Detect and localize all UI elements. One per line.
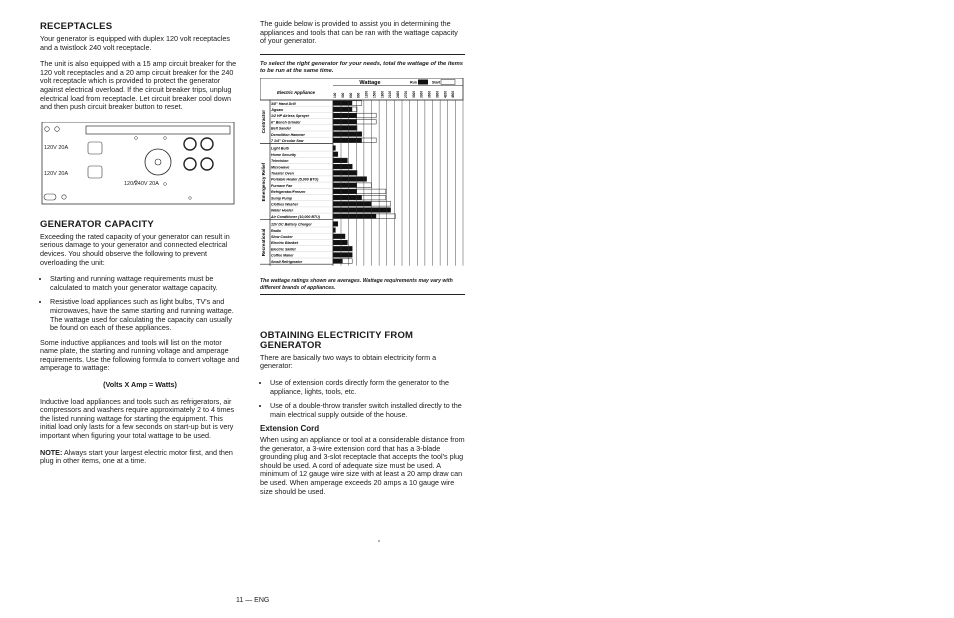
appliance-label: Sump Pump — [271, 196, 292, 201]
run-wattage-bar — [333, 252, 352, 257]
capacity-paragraph-2: Some inductive appliances and tools will list on the motor name plate, the starting and running voltage and amperage requirements. Use the following formula to convert voltage and amperage to wattage: — [40, 337, 240, 373]
group-label-2: Recreational — [261, 228, 266, 257]
run-wattage-bar — [333, 221, 338, 226]
receptacle-panel-drawing — [40, 122, 236, 208]
run-wattage-bar — [333, 125, 357, 130]
appliance-label: Electric Blanket — [271, 240, 298, 245]
xtick-label-4200: 4200 — [443, 90, 448, 98]
capacity-list — [40, 275, 240, 333]
run-wattage-bar — [333, 170, 357, 175]
chart-xlabel: Wattage — [359, 79, 381, 86]
chart-top-rule — [260, 54, 465, 55]
chart-bottom-rule — [260, 294, 465, 295]
appliance-label: Small Refrigerator — [271, 259, 303, 264]
receptacle-panel-diagram — [40, 122, 236, 208]
appliance-label: Toaster Oven — [271, 171, 294, 176]
appliance-label: 12V DC Battery Charger — [271, 222, 312, 227]
panel-label-240v: 120/240V 20A — [124, 180, 159, 187]
legend-start-label: Start — [432, 80, 441, 85]
wattage-chart — [260, 78, 465, 277]
group-label-0: Contractor — [261, 109, 266, 134]
obtaining-list — [260, 379, 465, 419]
appliance-label: Light Bulb — [271, 146, 289, 151]
left-column — [40, 22, 240, 474]
xtick-label-2400: 2400 — [396, 90, 400, 98]
panel-label-120v-top: 120V 20A — [44, 144, 69, 151]
appliance-label: 3/8" Hand Drill — [271, 101, 296, 106]
note-text: Always start your largest electric motor first, and then plug in other items, one at a time. — [40, 447, 233, 466]
panel-label-120v-bottom: 120V 20A — [44, 170, 69, 177]
obtaining-paragraph: There are basically two ways to obtain electricity form a generator: — [260, 352, 437, 371]
page-number: 11 — ENG — [236, 597, 270, 604]
legend-run-swatch — [418, 79, 428, 84]
receptacles-paragraph-2: The unit is also equipped with a 15 amp circuit breaker for the 120 volt receptacles and a 20 amp circuit breaker for the 240 volt receptacle which is provided to protect the generator against electrical overload. If the circuit breaker trips, unplug electrical load from receptacle. Let circuit breaker cool down and then push circuit breaker button to reset. — [40, 59, 237, 112]
receptacles-paragraph-1: Your generator is equipped with duplex 120 volt receptacles and a twistlock 240 volt receptacle. — [40, 34, 230, 52]
chart-instruction: To select the right generator for your needs, total the wattage of the items to be run at the same time. — [260, 60, 464, 74]
obtaining-bullet-2: • Use of a double-throw transfer switch installed directly to the main electrical supply outside of the house. — [270, 402, 465, 419]
appliance-label: Television — [271, 158, 289, 163]
note-paragraph — [40, 449, 240, 466]
xtick-label-3000: 3000 — [411, 90, 416, 98]
xtick-label-2700: 2700 — [403, 90, 408, 98]
xtick-label-1800: 1800 — [380, 90, 385, 98]
run-wattage-bar — [333, 234, 345, 239]
appliance-label: Refrigerator/Freezer — [271, 189, 306, 194]
legend-run-label: Run — [410, 80, 417, 85]
run-wattage-bar — [333, 101, 352, 106]
appliance-label: Home Security — [271, 152, 297, 157]
appliance-label: Demolition Hammer — [271, 132, 305, 137]
run-wattage-bar — [333, 132, 362, 137]
appliance-label: Furnace Fan — [271, 183, 293, 188]
appliance-label: 6" Bench Grinder — [271, 120, 301, 125]
right-column — [260, 20, 465, 504]
guide-intro: The guide below is provided to assist you in determining the appliances and tools that can be ran with the wattage capacity of your generator. — [260, 19, 458, 46]
appliance-label: 7 1/4" Circular Saw — [271, 138, 304, 143]
obtaining-bullet-1: • Use of extension cords directly form the generator to the appliance, lights, tools, etc. — [270, 379, 465, 396]
capacity-paragraph-1: Exceeding the rated capacity of your generator can result in serious damage to your generator and connected electrical devices. You should observe the following to prevent overloading the unit: — [40, 231, 230, 267]
run-wattage-bar — [333, 189, 357, 194]
run-wattage-bar — [333, 201, 371, 206]
xtick-label-3300: 3300 — [419, 90, 424, 98]
run-wattage-bar — [333, 195, 362, 200]
run-wattage-bar — [333, 228, 335, 233]
extension-cord-paragraph: When using an appliance or tool at a considerable distance from the generator, a 3-wire extension cord that has a 3-blade grounding plug and 3-slot receptacle that accepts the tool's plug should be used. A cord of adequate size must be used. A minimum of 12 gauge wire size with at least a 20 amp draw can be used. When amperage exceeds 20 amps a 10 gauge wire size should be used. — [260, 434, 465, 496]
group-label-1: Emergency Relief — [261, 162, 266, 202]
run-wattage-bar — [333, 176, 367, 181]
extension-cord-heading: Extension Cord — [260, 424, 320, 434]
run-wattage-bar — [333, 138, 362, 143]
chart-footnote: The wattage ratings shown are averages. Wattage requirements may vary with different brands of appliances. — [260, 278, 453, 291]
run-wattage-bar — [333, 246, 352, 251]
run-wattage-bar — [333, 214, 376, 219]
appliance-label: Clothes Washer — [271, 202, 299, 207]
appliance-label: Radio — [271, 228, 281, 233]
appliance-label: Microwave — [271, 165, 290, 170]
scan-speck — [378, 540, 380, 542]
obtaining-heading-line-2: GENERATOR — [260, 339, 322, 351]
appliance-label: Jigsaw — [271, 107, 283, 112]
xtick-label-1500: 1500 — [372, 90, 377, 98]
run-wattage-bar — [333, 107, 352, 112]
obtaining-heading-line-1: OBTAINING ELECTRICITY FROM — [260, 329, 414, 341]
run-wattage-bar — [333, 207, 391, 212]
receptacles-heading: RECEPTACLES — [40, 21, 113, 32]
appliance-label: Air Conditioner (10,000 BTU) — [271, 214, 320, 219]
appliance-label: Electric Skillet — [271, 247, 296, 252]
run-wattage-bar — [333, 183, 357, 188]
xtick-label-100: 100 — [333, 92, 337, 98]
xtick-label-2100: 2100 — [388, 90, 393, 98]
appliance-label: 1/2 HP Airless Sprayer — [271, 113, 310, 118]
capacity-bullet-1: • Starting and running wattage requirements must be calculated to match your generator wattage capacity. — [50, 275, 240, 292]
run-wattage-bar — [333, 158, 347, 163]
xtick-label-1200: 1200 — [364, 90, 369, 98]
capacity-heading: GENERATOR CAPACITY — [40, 218, 154, 230]
note-label: NOTE: — [40, 447, 63, 457]
appliance-label: Coffee Maker — [271, 253, 294, 258]
appliance-label: Portable Heater (5,000 BTU) — [271, 177, 319, 182]
run-wattage-bar — [333, 113, 357, 118]
run-wattage-bar — [333, 240, 347, 245]
run-wattage-bar — [333, 164, 352, 169]
xtick-label-4500: 4500 — [451, 90, 456, 98]
xtick-label-300: 300 — [340, 92, 345, 98]
run-wattage-bar — [333, 145, 335, 150]
wattage-chart-svg — [260, 78, 465, 274]
xtick-label-900: 900 — [356, 92, 361, 98]
xtick-label-600: 600 — [348, 92, 353, 98]
legend-start-swatch — [441, 79, 455, 84]
capacity-bullet-2: • Resistive load appliances such as light bulbs, TV's and microwaves, have the same starting and running wattage. The wattage used for calculating the capacity can usually be found on each of these appliances. — [50, 298, 240, 332]
xtick-label-3900: 3900 — [435, 90, 440, 98]
formula: (Volts X Amp = Watts) — [103, 380, 177, 390]
capacity-paragraph-3: Inductive load appliances and tools such as refrigerators, air compressors and washers require approximately 2 to 4 times the listed running wattage for starting the equipment. This initial load only lasts for a few seconds on start-up but is very important when figuring your total wattage to be used. — [40, 396, 235, 441]
run-wattage-bar — [333, 119, 357, 124]
run-wattage-bar — [333, 152, 338, 157]
appliance-label: Belt Sander — [271, 126, 291, 131]
appliance-label: Slow Cooker — [271, 234, 293, 239]
xtick-label-3600: 3600 — [427, 90, 432, 98]
appliance-label: Water Heater — [271, 208, 294, 213]
chart-header-label: Electric Appliance — [277, 89, 315, 95]
